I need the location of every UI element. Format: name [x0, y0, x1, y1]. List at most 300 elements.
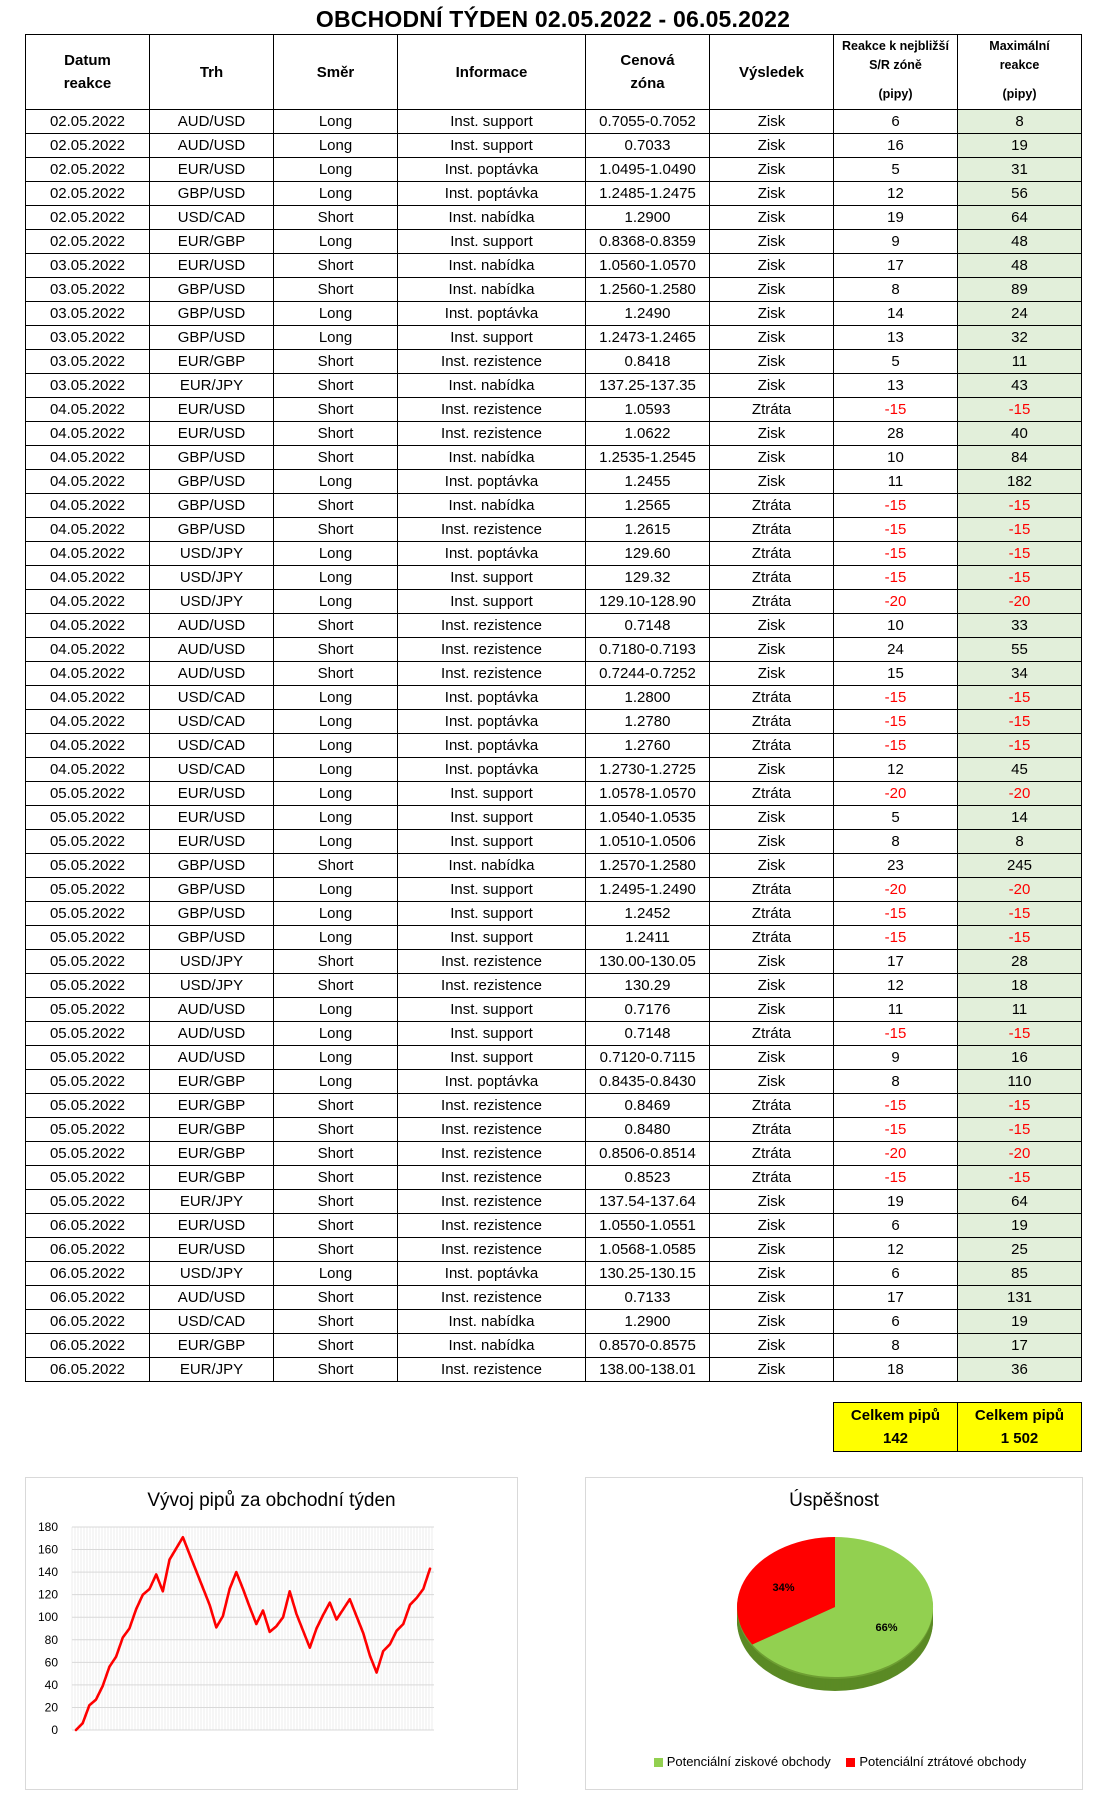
cell-zone: 1.2780: [586, 710, 710, 734]
cell-info: Inst. support: [398, 590, 586, 614]
cell-direction: Long: [274, 1070, 398, 1094]
cell-info: Inst. support: [398, 566, 586, 590]
cell-zone: 0.8523: [586, 1166, 710, 1190]
header-max: Maximální reakce (pipy): [958, 35, 1082, 110]
cell-zone: 1.0568-1.0585: [586, 1238, 710, 1262]
header-reaction: Reakce k nejbližší S/R zóně (pipy): [834, 35, 958, 110]
cell-reaction: -15: [834, 518, 958, 542]
cell-date: 06.05.2022: [26, 1238, 150, 1262]
cell-direction: Long: [274, 1022, 398, 1046]
y-tick-label: 40: [44, 1677, 58, 1692]
cell-date: 03.05.2022: [26, 374, 150, 398]
cell-max: -15: [958, 1022, 1082, 1046]
cell-result: Ztráta: [710, 566, 834, 590]
cell-max: 33: [958, 614, 1082, 638]
cell-date: 04.05.2022: [26, 518, 150, 542]
y-tick-label: 0: [51, 1723, 58, 1737]
table-row: [26, 470, 1082, 494]
cell-direction: Short: [274, 1358, 398, 1382]
table-row: [26, 542, 1082, 566]
cell-zone: 1.0622: [586, 422, 710, 446]
cell-market: USD/JPY: [150, 542, 274, 566]
cell-max: -15: [958, 686, 1082, 710]
cell-reaction: 28: [834, 422, 958, 446]
cell-date: 06.05.2022: [26, 1286, 150, 1310]
cell-date: 06.05.2022: [26, 1214, 150, 1238]
totals-table: [833, 1402, 1082, 1452]
cell-info: Inst. nabídka: [398, 446, 586, 470]
cell-result: Zisk: [710, 998, 834, 1022]
cell-max: 11: [958, 350, 1082, 374]
cell-result: Ztráta: [710, 1094, 834, 1118]
pie-legend: [586, 1754, 1082, 1769]
cell-reaction: 9: [834, 230, 958, 254]
cell-info: Inst. rezistence: [398, 398, 586, 422]
cell-max: 19: [958, 1214, 1082, 1238]
cell-zone: 0.8506-0.8514: [586, 1142, 710, 1166]
table-row: [26, 782, 1082, 806]
cell-result: Ztráta: [710, 1022, 834, 1046]
table-row: [26, 638, 1082, 662]
table-row: [26, 1142, 1082, 1166]
cell-direction: Short: [274, 206, 398, 230]
cell-result: Zisk: [710, 1310, 834, 1334]
cell-market: EUR/USD: [150, 158, 274, 182]
cell-reaction: 13: [834, 326, 958, 350]
cell-reaction: -15: [834, 926, 958, 950]
cell-info: Inst. support: [398, 1022, 586, 1046]
cell-result: Zisk: [710, 326, 834, 350]
table-row: [26, 518, 1082, 542]
cell-direction: Long: [274, 686, 398, 710]
cell-reaction: -15: [834, 902, 958, 926]
cell-zone: 1.2411: [586, 926, 710, 950]
table-row: [26, 1070, 1082, 1094]
cell-date: 05.05.2022: [26, 1142, 150, 1166]
cell-direction: Long: [274, 326, 398, 350]
cell-reaction: 17: [834, 254, 958, 278]
cell-max: -15: [958, 518, 1082, 542]
cell-result: Zisk: [710, 1214, 834, 1238]
table-row: [26, 614, 1082, 638]
y-tick-label: 140: [37, 1565, 58, 1580]
cell-zone: 137.25-137.35: [586, 374, 710, 398]
cell-direction: Long: [274, 134, 398, 158]
cell-result: Zisk: [710, 134, 834, 158]
cell-direction: Short: [274, 950, 398, 974]
cell-result: Zisk: [710, 1046, 834, 1070]
cell-info: Inst. rezistence: [398, 950, 586, 974]
cell-reaction: 24: [834, 638, 958, 662]
cell-info: Inst. rezistence: [398, 1214, 586, 1238]
cell-date: 02.05.2022: [26, 158, 150, 182]
cell-date: 04.05.2022: [26, 470, 150, 494]
cell-market: EUR/GBP: [150, 1118, 274, 1142]
table-row: [26, 1094, 1082, 1118]
header-market: Trh: [150, 35, 274, 110]
cell-reaction: -15: [834, 566, 958, 590]
cell-max: -15: [958, 1118, 1082, 1142]
table-row: [26, 446, 1082, 470]
cell-zone: 1.2615: [586, 518, 710, 542]
cell-market: USD/JPY: [150, 590, 274, 614]
table-row: [26, 566, 1082, 590]
cell-date: 05.05.2022: [26, 1046, 150, 1070]
cell-reaction: 8: [834, 1070, 958, 1094]
total-reaction-cell: [834, 1403, 958, 1452]
cell-result: Ztráta: [710, 878, 834, 902]
table-row: [26, 422, 1082, 446]
table-row: [26, 1334, 1082, 1358]
cell-max: -20: [958, 590, 1082, 614]
cell-direction: Short: [274, 374, 398, 398]
table-row: [26, 326, 1082, 350]
cell-market: EUR/USD: [150, 1214, 274, 1238]
cell-market: EUR/USD: [150, 422, 274, 446]
cell-info: Inst. support: [398, 782, 586, 806]
cell-direction: Short: [274, 254, 398, 278]
cell-zone: 1.0510-1.0506: [586, 830, 710, 854]
cell-max: 131: [958, 1286, 1082, 1310]
table-row: [26, 254, 1082, 278]
cell-direction: Short: [274, 1214, 398, 1238]
cell-result: Ztráta: [710, 902, 834, 926]
cell-reaction: -15: [834, 494, 958, 518]
cell-result: Zisk: [710, 1334, 834, 1358]
cell-market: AUD/USD: [150, 134, 274, 158]
cell-direction: Short: [274, 1094, 398, 1118]
cell-direction: Short: [274, 1334, 398, 1358]
cell-date: 06.05.2022: [26, 1334, 150, 1358]
table-row: [26, 134, 1082, 158]
cell-result: Zisk: [710, 1190, 834, 1214]
cell-zone: 1.2473-1.2465: [586, 326, 710, 350]
cell-info: Inst. nabídka: [398, 1334, 586, 1358]
cell-reaction: -15: [834, 1094, 958, 1118]
cell-info: Inst. poptávka: [398, 182, 586, 206]
cell-zone: 0.8469: [586, 1094, 710, 1118]
cell-direction: Long: [274, 230, 398, 254]
cell-max: 8: [958, 830, 1082, 854]
total-max-cell: [958, 1403, 1082, 1452]
cell-zone: 1.2900: [586, 1310, 710, 1334]
cell-zone: 138.00-138.01: [586, 1358, 710, 1382]
cell-max: 110: [958, 1070, 1082, 1094]
cell-reaction: 19: [834, 206, 958, 230]
cell-reaction: 9: [834, 1046, 958, 1070]
pie-data-label: 34%: [772, 1581, 795, 1594]
cell-reaction: 17: [834, 1286, 958, 1310]
table-row: [26, 1118, 1082, 1142]
cell-result: Zisk: [710, 1286, 834, 1310]
cell-result: Ztráta: [710, 1118, 834, 1142]
cell-direction: Long: [274, 926, 398, 950]
cell-date: 05.05.2022: [26, 1070, 150, 1094]
cell-result: Zisk: [710, 446, 834, 470]
cell-date: 04.05.2022: [26, 566, 150, 590]
cell-info: Inst. nabídka: [398, 374, 586, 398]
cell-max: -20: [958, 782, 1082, 806]
line-chart-title: Vývoj pipů za obchodní týden: [147, 1490, 396, 1511]
cell-info: Inst. rezistence: [398, 350, 586, 374]
y-tick-label: 160: [37, 1542, 58, 1557]
cell-info: Inst. nabídka: [398, 1310, 586, 1334]
cell-result: Zisk: [710, 350, 834, 374]
cell-reaction: 17: [834, 950, 958, 974]
cell-market: AUD/USD: [150, 614, 274, 638]
cell-market: AUD/USD: [150, 1286, 274, 1310]
cell-date: 04.05.2022: [26, 446, 150, 470]
cell-market: AUD/USD: [150, 998, 274, 1022]
cell-direction: Short: [274, 1118, 398, 1142]
header-direction: Směr: [274, 35, 398, 110]
cell-max: 24: [958, 302, 1082, 326]
cell-direction: Long: [274, 158, 398, 182]
cell-date: 03.05.2022: [26, 302, 150, 326]
table-row: [26, 926, 1082, 950]
cell-result: Zisk: [710, 230, 834, 254]
trades-table: [25, 34, 1082, 1382]
cell-max: 19: [958, 134, 1082, 158]
cell-reaction: 6: [834, 1310, 958, 1334]
table-row: [26, 398, 1082, 422]
cell-max: 48: [958, 230, 1082, 254]
cell-info: Inst. nabídka: [398, 278, 586, 302]
cell-direction: Long: [274, 878, 398, 902]
cell-max: 17: [958, 1334, 1082, 1358]
cell-date: 04.05.2022: [26, 614, 150, 638]
cell-max: 31: [958, 158, 1082, 182]
cell-date: 04.05.2022: [26, 638, 150, 662]
cell-zone: 0.7176: [586, 998, 710, 1022]
cell-date: 05.05.2022: [26, 926, 150, 950]
cell-max: 16: [958, 1046, 1082, 1070]
cell-reaction: 11: [834, 998, 958, 1022]
cell-reaction: -15: [834, 734, 958, 758]
legend-swatch-win: [654, 1758, 663, 1767]
cell-market: USD/CAD: [150, 686, 274, 710]
cell-result: Zisk: [710, 254, 834, 278]
cell-market: EUR/GBP: [150, 1094, 274, 1118]
cell-direction: Long: [274, 1262, 398, 1286]
cell-max: -15: [958, 734, 1082, 758]
cell-market: GBP/USD: [150, 326, 274, 350]
cell-result: Zisk: [710, 638, 834, 662]
cell-market: EUR/GBP: [150, 1070, 274, 1094]
cell-market: EUR/JPY: [150, 1190, 274, 1214]
cell-zone: 1.2565: [586, 494, 710, 518]
cell-max: 14: [958, 806, 1082, 830]
cell-date: 05.05.2022: [26, 830, 150, 854]
cell-info: Inst. nabídka: [398, 254, 586, 278]
cell-market: EUR/USD: [150, 806, 274, 830]
cell-info: Inst. poptávka: [398, 710, 586, 734]
cell-market: USD/JPY: [150, 950, 274, 974]
cell-zone: 129.32: [586, 566, 710, 590]
total-max-label: Celkem pipů: [974, 1407, 1065, 1424]
cell-zone: 130.29: [586, 974, 710, 998]
cell-max: -15: [958, 926, 1082, 950]
cell-market: GBP/USD: [150, 470, 274, 494]
cell-max: 55: [958, 638, 1082, 662]
cell-reaction: -20: [834, 590, 958, 614]
cell-date: 04.05.2022: [26, 686, 150, 710]
cell-direction: Long: [274, 542, 398, 566]
cell-reaction: 18: [834, 1358, 958, 1382]
cell-zone: 1.2570-1.2580: [586, 854, 710, 878]
cell-date: 05.05.2022: [26, 854, 150, 878]
cell-direction: Short: [274, 494, 398, 518]
table-row: [26, 1190, 1082, 1214]
cell-date: 04.05.2022: [26, 758, 150, 782]
cell-info: Inst. support: [398, 134, 586, 158]
cell-zone: 0.7033: [586, 134, 710, 158]
table-row: [26, 878, 1082, 902]
cell-date: 03.05.2022: [26, 278, 150, 302]
cell-direction: Short: [274, 350, 398, 374]
cell-reaction: 5: [834, 158, 958, 182]
cell-direction: Long: [274, 1046, 398, 1070]
cell-direction: Short: [274, 638, 398, 662]
cell-direction: Short: [274, 278, 398, 302]
cell-direction: Short: [274, 422, 398, 446]
cell-direction: Short: [274, 518, 398, 542]
cell-market: EUR/USD: [150, 398, 274, 422]
table-row: [26, 1166, 1082, 1190]
cell-max: 85: [958, 1262, 1082, 1286]
cell-zone: 1.0578-1.0570: [586, 782, 710, 806]
cell-zone: 1.0593: [586, 398, 710, 422]
cell-result: Ztráta: [710, 686, 834, 710]
cell-date: 05.05.2022: [26, 1190, 150, 1214]
cell-reaction: 5: [834, 806, 958, 830]
cell-date: 03.05.2022: [26, 254, 150, 278]
cell-max: -15: [958, 1166, 1082, 1190]
cell-market: USD/CAD: [150, 206, 274, 230]
cell-info: Inst. rezistence: [398, 638, 586, 662]
table-row: [26, 734, 1082, 758]
cell-info: Inst. nabídka: [398, 494, 586, 518]
cell-reaction: 19: [834, 1190, 958, 1214]
pie-chart-title: Úspěšnost: [789, 1490, 879, 1511]
cell-zone: 130.00-130.05: [586, 950, 710, 974]
cell-info: Inst. rezistence: [398, 1118, 586, 1142]
cell-date: 05.05.2022: [26, 878, 150, 902]
cell-market: USD/JPY: [150, 566, 274, 590]
cell-zone: 1.2490: [586, 302, 710, 326]
cell-direction: Long: [274, 182, 398, 206]
table-row: [26, 1286, 1082, 1310]
cell-info: Inst. support: [398, 878, 586, 902]
y-tick-label: 120: [37, 1587, 58, 1602]
table-row: [26, 302, 1082, 326]
cell-info: Inst. rezistence: [398, 1166, 586, 1190]
cell-zone: 1.2760: [586, 734, 710, 758]
cell-result: Zisk: [710, 974, 834, 998]
cell-reaction: -15: [834, 1022, 958, 1046]
cell-reaction: -20: [834, 782, 958, 806]
cell-info: Inst. poptávka: [398, 686, 586, 710]
cell-direction: Short: [274, 662, 398, 686]
cell-date: 04.05.2022: [26, 398, 150, 422]
cell-max: -15: [958, 566, 1082, 590]
cell-reaction: -15: [834, 1118, 958, 1142]
cell-date: 05.05.2022: [26, 1094, 150, 1118]
cell-max: 8: [958, 110, 1082, 134]
cell-direction: Long: [274, 590, 398, 614]
cell-market: AUD/USD: [150, 662, 274, 686]
cell-date: 05.05.2022: [26, 1166, 150, 1190]
cell-zone: 0.7120-0.7115: [586, 1046, 710, 1070]
cell-info: Inst. support: [398, 830, 586, 854]
cell-result: Ztráta: [710, 782, 834, 806]
cell-info: Inst. support: [398, 1046, 586, 1070]
cell-max: 89: [958, 278, 1082, 302]
cell-reaction: 14: [834, 302, 958, 326]
cell-direction: Short: [274, 446, 398, 470]
cell-zone: 0.7244-0.7252: [586, 662, 710, 686]
cell-reaction: 13: [834, 374, 958, 398]
cell-market: EUR/USD: [150, 830, 274, 854]
table-row: [26, 230, 1082, 254]
table-row: [26, 710, 1082, 734]
line-chart: [26, 1478, 517, 1789]
cell-market: USD/CAD: [150, 734, 274, 758]
y-tick-label: 80: [44, 1632, 58, 1647]
cell-reaction: -20: [834, 878, 958, 902]
table-row: [26, 1214, 1082, 1238]
cell-direction: Short: [274, 1310, 398, 1334]
cell-zone: 1.2535-1.2545: [586, 446, 710, 470]
cell-zone: 0.7055-0.7052: [586, 110, 710, 134]
cell-direction: Short: [274, 1142, 398, 1166]
cell-max: 34: [958, 662, 1082, 686]
cell-result: Ztráta: [710, 710, 834, 734]
cell-zone: 1.2495-1.2490: [586, 878, 710, 902]
table-row: [26, 206, 1082, 230]
total-max-value: 1 502: [1000, 1430, 1039, 1447]
cell-result: Ztráta: [710, 398, 834, 422]
line-chart-panel: [25, 1477, 518, 1790]
table-row: [26, 830, 1082, 854]
cell-info: Inst. support: [398, 806, 586, 830]
cell-zone: 1.0560-1.0570: [586, 254, 710, 278]
cell-zone: 130.25-130.15: [586, 1262, 710, 1286]
cell-info: Inst. support: [398, 998, 586, 1022]
header-info: Informace: [398, 35, 586, 110]
cell-max: 11: [958, 998, 1082, 1022]
cell-max: 25: [958, 1238, 1082, 1262]
table-row: [26, 758, 1082, 782]
cell-result: Ztráta: [710, 494, 834, 518]
cell-max: 19: [958, 1310, 1082, 1334]
cell-result: Zisk: [710, 614, 834, 638]
cell-result: Zisk: [710, 1358, 834, 1382]
cell-info: Inst. poptávka: [398, 302, 586, 326]
cell-result: Zisk: [710, 1070, 834, 1094]
cell-date: 04.05.2022: [26, 422, 150, 446]
cell-info: Inst. rezistence: [398, 518, 586, 542]
cell-info: Inst. poptávka: [398, 758, 586, 782]
cell-market: EUR/USD: [150, 254, 274, 278]
cell-zone: 129.60: [586, 542, 710, 566]
cell-date: 03.05.2022: [26, 350, 150, 374]
cell-direction: Long: [274, 806, 398, 830]
cell-direction: Long: [274, 470, 398, 494]
cell-result: Zisk: [710, 374, 834, 398]
cell-max: 84: [958, 446, 1082, 470]
cell-zone: 1.2730-1.2725: [586, 758, 710, 782]
